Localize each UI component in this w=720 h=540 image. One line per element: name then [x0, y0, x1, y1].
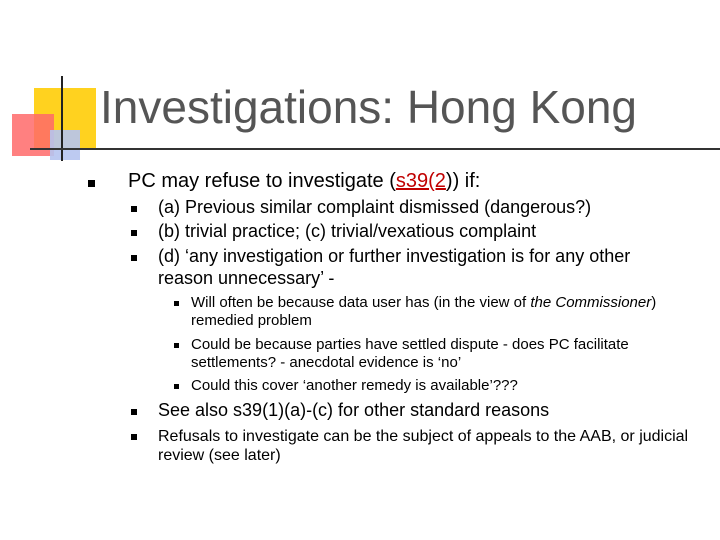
bullet-square-icon — [88, 180, 95, 187]
bullet-square-icon — [131, 255, 137, 261]
blue-square-decoration — [50, 130, 80, 160]
level3-item-1-italic: the Commissioner — [530, 294, 652, 311]
bullet-square-icon — [174, 301, 179, 306]
level3-item-2: Could be because parties have settled dispute - does PC facilitate settlements? - anecdotal evidence is ‘no’ — [191, 336, 629, 371]
main-bullet-before: PC may refuse to investigate ( — [128, 170, 396, 192]
level3-item-3: Could this cover ‘another remedy is available’??? — [191, 377, 518, 394]
main-bullet-after: )) if: — [445, 170, 481, 192]
bullet-square-icon — [131, 230, 137, 236]
bullet-square-icon — [174, 384, 179, 389]
main-bullet-text — [128, 169, 698, 193]
slide-title: Investigations: Hong Kong — [100, 81, 638, 133]
level2-item-b: (b) trivial practice; (c) trivial/vexatious complaint — [158, 221, 537, 241]
bullet-square-icon — [174, 343, 179, 348]
level3-item-1 — [191, 294, 691, 330]
level2-see-also: See also s39(1)(a)-(c) for other standard reasons — [158, 400, 550, 420]
bullet-square-icon — [131, 206, 137, 212]
level3-item-1-before: Will often be because data user has (in the view of — [191, 294, 531, 311]
level2-item-a: (a) Previous similar complaint dismissed (dangerous?) — [158, 197, 592, 217]
bullet-square-icon — [131, 409, 137, 415]
s39-2-link[interactable]: s39(2 — [395, 170, 446, 192]
title-underline-rule — [30, 148, 720, 150]
bullet-square-icon — [131, 434, 137, 440]
level3-item-1-after: ) remedied problem — [191, 294, 657, 329]
level2-item-d: (d) ‘any investigation or further investigation is for any other reason unnecessary’ - — [158, 246, 631, 288]
level2-refusals: Refusals to investigate can be the subject of appeals to the AAB, or judicial review (see later) — [158, 428, 689, 465]
